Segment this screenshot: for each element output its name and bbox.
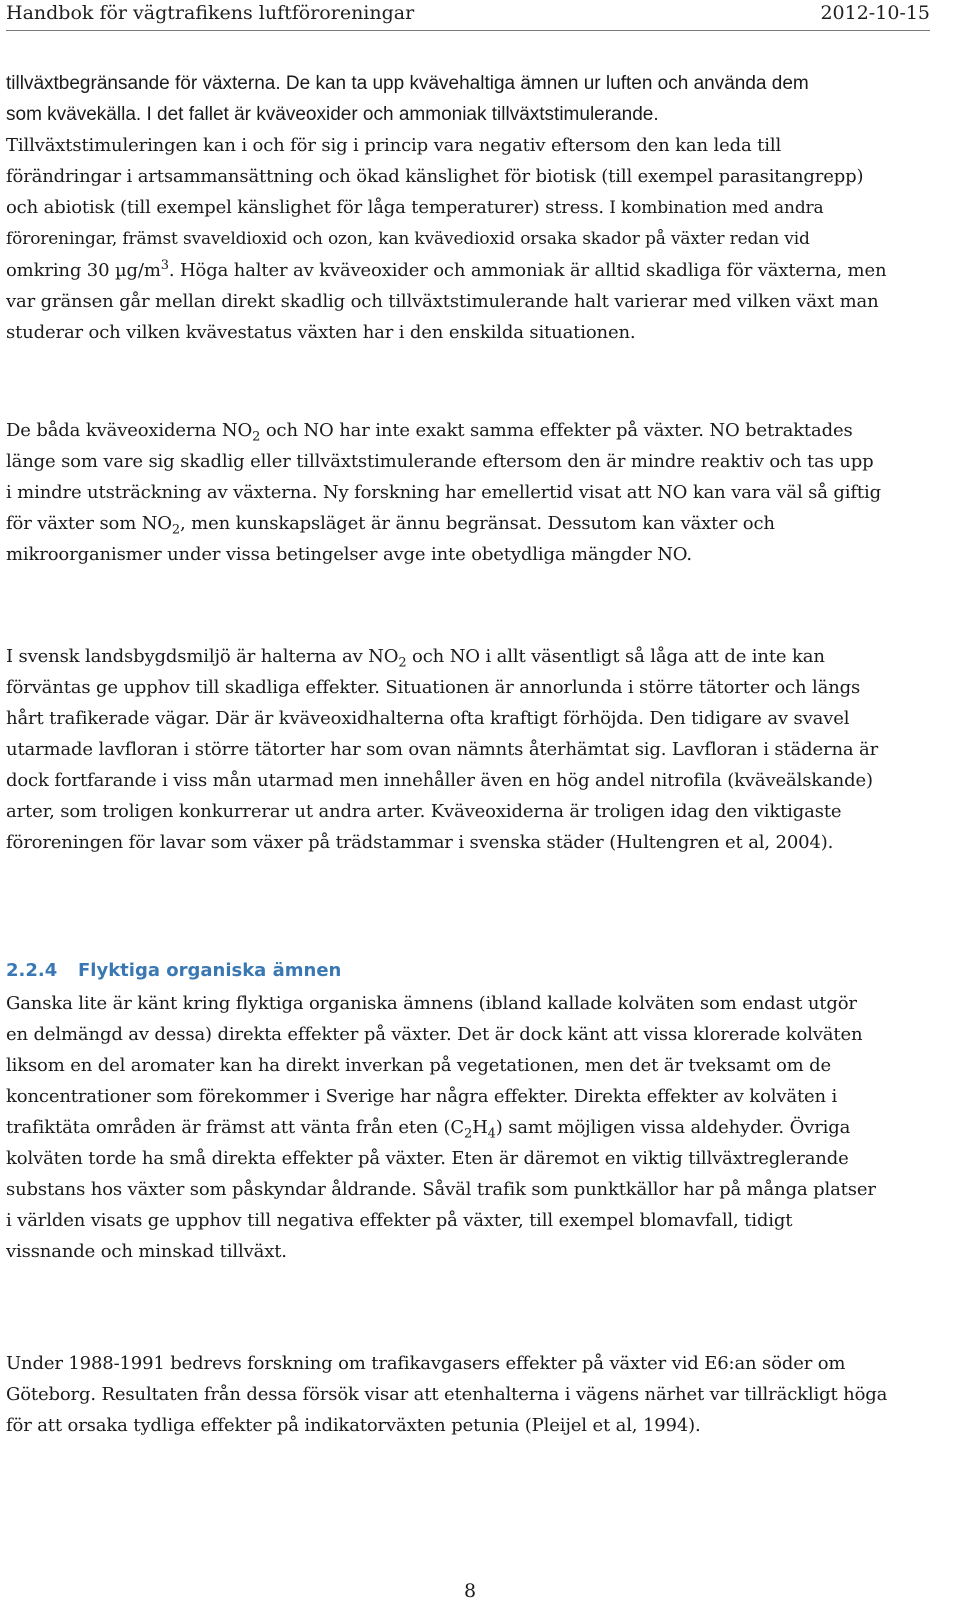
text-run: trafiktäta områden är främst att vänta från eten (C (6, 1117, 465, 1138)
paragraph-3 (6, 641, 924, 858)
text-line (6, 192, 924, 224)
text-run: omkring 30 µg/m (6, 260, 161, 281)
text-run: De båda kväveoxiderna NO (6, 420, 253, 441)
paragraph-1 (6, 68, 924, 348)
text-line: hårt trafikerade vägar. Där är kväveoxidhalterna ofta kraftigt förhöjda. Den tidigare av svavel (6, 708, 850, 729)
text-line: vissnande och minskad tillväxt. (6, 1241, 287, 1262)
page-number: 8 (463, 1580, 477, 1602)
text-run: och abiotisk (till exempel känslighet för låga temperaturer) stress. (6, 197, 604, 218)
text-line: koncentrationer som förekommer i Sverige har några effekter. Direkta effekter av kolväten i (6, 1086, 838, 1107)
text-line (6, 508, 924, 539)
paragraph-1-serif-part (6, 130, 924, 348)
superscript: 3 (160, 257, 169, 273)
paragraph-1-sans-part (6, 68, 924, 130)
section-heading (6, 960, 341, 981)
page-header (6, 0, 930, 31)
text-line: studerar och vilken kvävestatus växten har i den enskilda situationen. (6, 322, 636, 343)
text-line: substans hos växter som påskyndar åldrande. Såväl trafik som punktkällor har på många platser (6, 1179, 876, 1200)
text-line: Ganska lite är känt kring flyktiga organiska ämnens (ibland kallade kolväten som endast utgör (6, 993, 857, 1014)
text-line: för att orsaka tydliga effekter på indikatorväxten petunia (Pleijel et al, 1994). (6, 1415, 701, 1436)
subscript: 2 (464, 1126, 473, 1142)
text-run: och NO har inte exakt samma effekter på växter. NO betraktades (260, 420, 853, 441)
text-line: förändringar i artsammansättning och ökad känslighet för biotisk (till exempel parasitangrepp) (6, 166, 864, 187)
text-line (6, 415, 924, 446)
section-title: Flyktiga organiska ämnen (78, 960, 342, 981)
text-line: föroreningar, främst svaveldioxid och ozon, kan kvävedioxid orsaka skador på växter redan vid (6, 229, 810, 249)
text-run: I kombination med andra (603, 198, 824, 218)
text-run: ) samt möjligen vissa aldehyder. Övriga (495, 1117, 851, 1138)
text-line: som kvävekälla. I det fallet är kväveoxider och ammoniak tillväxtstimulerande. (6, 104, 659, 125)
text-run: I svensk landsbygdsmiljö är halterna av NO (6, 646, 399, 667)
text-line: utarmade lavfloran i större tätorter har som ovan nämnts återhämtat sig. Lavfloran i städerna är (6, 739, 879, 760)
text-run: H (472, 1117, 488, 1138)
text-line: tillväxtbegränsande för växterna. De kan ta upp kvävehaltiga ämnen ur luften och använda dem (6, 73, 809, 94)
text-run: , men kunskapsläget är ännu begränsat. Dessutom kan växter och (180, 513, 775, 534)
text-line: dock fortfarande i viss mån utarmad men innehåller även en hög andel nitrofila (kväveälskande) (6, 770, 873, 791)
text-line: i mindre utsträckning av växterna. Ny forskning har emellertid visat att NO kan vara väl så giftig (6, 482, 881, 503)
subscript: 4 (487, 1126, 496, 1142)
text-line (6, 255, 924, 286)
subscript: 2 (171, 522, 181, 538)
text-line: kolväten torde ha små direkta effekter på växter. Eten är däremot en viktig tillväxtreglerande (6, 1148, 849, 1169)
text-line (6, 1112, 924, 1143)
text-line: förväntas ge upphov till skadliga effekter. Situationen är annorlunda i större tätorter och längs (6, 677, 861, 698)
text-line: arter, som troligen konkurrerar ut andra arter. Kväveoxiderna är troligen idag den viktigaste (6, 801, 842, 822)
text-line: mikroorganismer under vissa betingelser avge inte obetydliga mängder NO. (6, 544, 692, 565)
text-line: Under 1988-1991 bedrevs forskning om trafikavgasers effekter på växter vid E6:an söder om (6, 1353, 846, 1374)
text-line: liksom en del aromater kan ha direkt inverkan på vegetationen, men det är tveksamt om de (6, 1055, 832, 1076)
paragraph-5 (6, 1348, 924, 1441)
text-run: och NO i allt väsentligt så låga att de inte kan (406, 646, 825, 667)
text-run: . Höga halter av kväveoxider och ammoniak är alltid skadliga för växterna, men (168, 260, 887, 281)
text-line: var gränsen går mellan direkt skadlig och tillväxtstimulerande halt varierar med vilken växt man (6, 291, 879, 312)
text-line: Göteborg. Resultaten från dessa försök visar att etenhalterna i vägens närhet var tillräckligt höga (6, 1384, 888, 1405)
paragraph-4 (6, 988, 924, 1267)
paragraph-2 (6, 415, 924, 570)
document-title: Handbok för vägtrafikens luftföroreningar (6, 2, 415, 24)
subscript: 2 (398, 655, 407, 671)
text-line: länge som vare sig skadlig eller tillväxtstimulerande eftersom den är mindre reaktiv och tas upp (6, 451, 874, 472)
subscript: 2 (252, 429, 261, 445)
text-line: i världen visats ge upphov till negativa effekter på växter, till exempel blomavfall, tidigt (6, 1210, 793, 1231)
text-line (6, 641, 924, 672)
text-line: Tillväxtstimuleringen kan i och för sig i princip vara negativ eftersom den kan leda till (6, 135, 782, 156)
text-run: för växter som NO (6, 513, 172, 534)
document-date: 2012-10-15 (820, 2, 930, 24)
section-number: 2.2.4 (6, 960, 58, 981)
text-line: en delmängd av dessa) direkta effekter på växter. Det är dock känt att vissa klorerade kolväten (6, 1024, 863, 1045)
text-line: föroreningen för lavar som växer på trädstammar i svenska städer (Hultengren et al, 2004). (6, 832, 834, 853)
